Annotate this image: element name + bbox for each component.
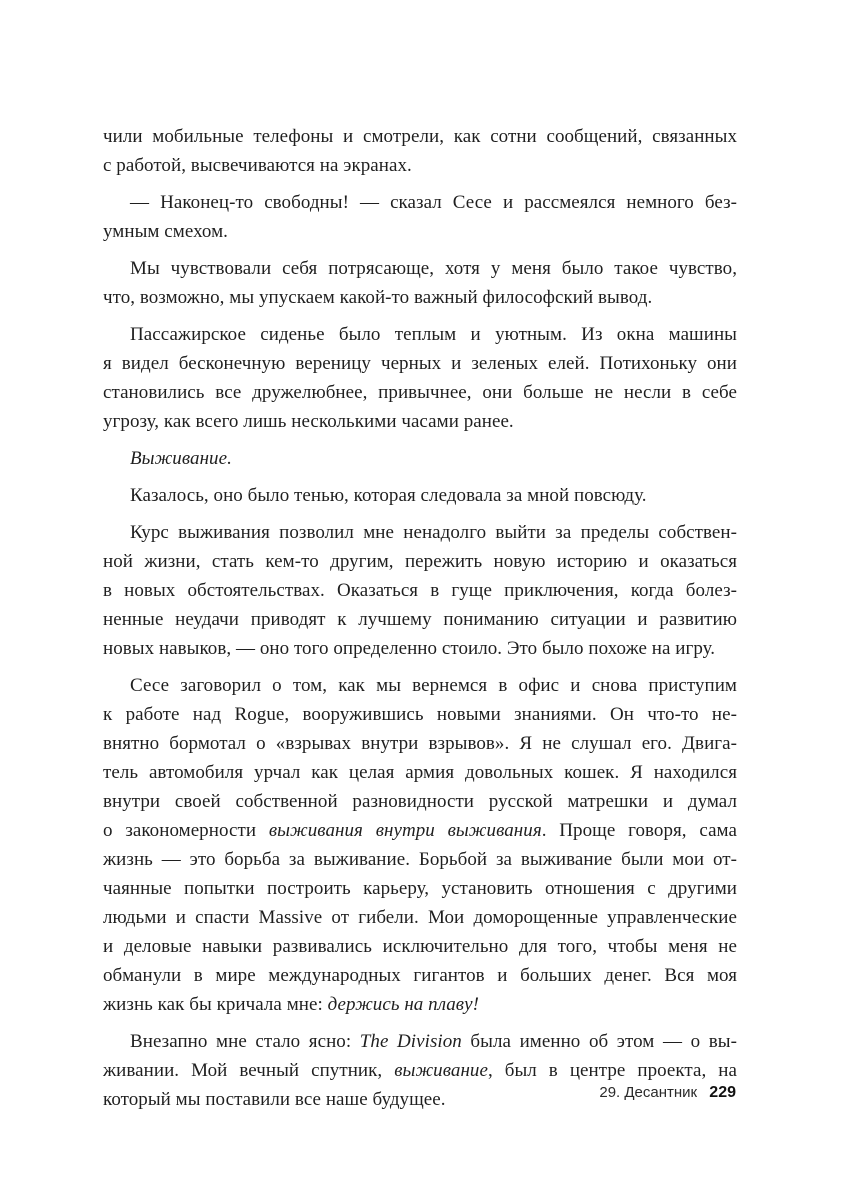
text-run: становились все дружелюбнее, привычнее, они больше не несли в себе [103, 382, 737, 403]
text-line [103, 576, 737, 605]
body-text [103, 122, 737, 1114]
chapter-title: 29. Десантник [599, 1084, 698, 1101]
text-line [103, 787, 737, 816]
text-line [103, 816, 737, 845]
text-run: который мы поставили все наше будущее. [103, 1089, 446, 1110]
paragraph [103, 671, 737, 1019]
text-run: Внезапно мне стало ясно: [130, 1031, 360, 1052]
text-run: жизнь как бы кричала мне: [103, 994, 328, 1015]
text-line [103, 151, 737, 180]
text-line [103, 518, 737, 547]
text-line [103, 1056, 737, 1085]
text-line [103, 481, 737, 510]
italic-text: выживания внутри выживания [268, 820, 542, 841]
running-footer [599, 1084, 736, 1102]
text-run: внутри своей собственной разновидности русской матрешки и думал [103, 791, 737, 812]
text-line [103, 932, 737, 961]
paragraph [103, 444, 737, 473]
text-run: умным смехом. [103, 221, 228, 242]
text-run: чили мобильные телефоны и смотрели, как сотни сообщений, связанных [103, 126, 737, 147]
text-line [103, 444, 737, 473]
text-line [103, 903, 737, 932]
text-run: новых навыков, — оно того определенно стоило. Это было похоже на игру. [103, 638, 716, 659]
text-line [103, 283, 737, 312]
italic-text: The Division [359, 1031, 462, 1052]
text-run: Сесе заговорил о том, как мы вернемся в офис и снова приступим [130, 675, 737, 696]
text-line [103, 634, 737, 663]
text-run: что, возможно, мы упускаем какой-то важный философский вывод. [103, 287, 653, 308]
text-run: я видел бесконечную вереницу черных и зеленых елей. Потихоньку они [103, 353, 737, 374]
text-line [103, 758, 737, 787]
text-run: ной жизни, стать кем-то другим, пережить новую историю и оказаться [103, 551, 737, 572]
text-line [103, 845, 737, 874]
paragraph [103, 320, 737, 436]
page-number: 229 [709, 1084, 736, 1101]
text-run: Курс выживания позволил мне ненадолго выйти за пределы собствен- [130, 522, 737, 543]
text-run: была именно об этом — о вы- [461, 1031, 737, 1052]
text-run: ненные неудачи приводят к лучшему пониманию ситуации и развитию [103, 609, 737, 630]
italic-text: Выживание. [130, 448, 232, 469]
text-line [103, 320, 737, 349]
text-run: и деловые навыки развивались исключительно для того, чтобы меня не [103, 936, 737, 957]
text-run: живании. Мой вечный спутник, [103, 1060, 395, 1081]
text-run: Казалось, оно было тенью, которая следовала за мной повсюду. [130, 485, 647, 506]
paragraph [103, 481, 737, 510]
text-line [103, 700, 737, 729]
paragraph [103, 254, 737, 312]
text-run: жизнь — это борьба за выживание. Борьбой за выживание были мои от- [103, 849, 737, 870]
text-run: в новых обстоятельствах. Оказаться в гуще приключения, когда болез- [103, 580, 737, 601]
text-line [103, 605, 737, 634]
text-line [103, 407, 737, 436]
text-line [103, 547, 737, 576]
text-run: чаянные попытки построить карьеру, установить отношения с другими [103, 878, 737, 899]
text-line [103, 671, 737, 700]
text-line [103, 122, 737, 151]
text-line [103, 349, 737, 378]
text-line [103, 990, 737, 1019]
text-run: Пассажирское сиденье было теплым и уютным. Из окна машины [130, 324, 737, 345]
text-line [103, 729, 737, 758]
text-run: . Проще говоря, сама [541, 820, 737, 841]
text-line [103, 1027, 737, 1056]
italic-text: выживание [394, 1060, 488, 1081]
text-run: людьми и спасти Massive от гибели. Мои доморощенные управленческие [103, 907, 737, 928]
text-run: , был в центре проекта, на [487, 1060, 737, 1081]
text-run: обманули в мире международных гигантов и больших денег. Вся моя [103, 965, 737, 986]
text-run: внятно бормотал о «взрывах внутри взрывов». Я не слушал его. Двига- [103, 733, 737, 754]
text-run: о закономерности [103, 820, 269, 841]
text-line [103, 378, 737, 407]
text-line [103, 188, 737, 217]
text-line [103, 961, 737, 990]
text-line [103, 254, 737, 283]
text-run: Мы чувствовали себя потрясающе, хотя у меня было такое чувство, [130, 258, 737, 279]
text-run: — Наконец-то свободны! — сказал Сесе и рассмеялся немного без- [130, 192, 737, 213]
italic-text: держись на плаву! [327, 994, 479, 1015]
page-body [103, 122, 737, 1114]
text-run: к работе над Rogue, вооружившись новыми знаниями. Он что-то не- [103, 704, 737, 725]
paragraph [103, 188, 737, 246]
text-run: с работой, высвечиваются на экранах. [103, 155, 412, 176]
text-line [103, 217, 737, 246]
text-line [103, 874, 737, 903]
text-run: угрозу, как всего лишь несколькими часами ранее. [103, 411, 514, 432]
text-run: тель автомобиля урчал как целая армия довольных кошек. Я находился [103, 762, 737, 783]
paragraph [103, 122, 737, 180]
paragraph [103, 518, 737, 663]
